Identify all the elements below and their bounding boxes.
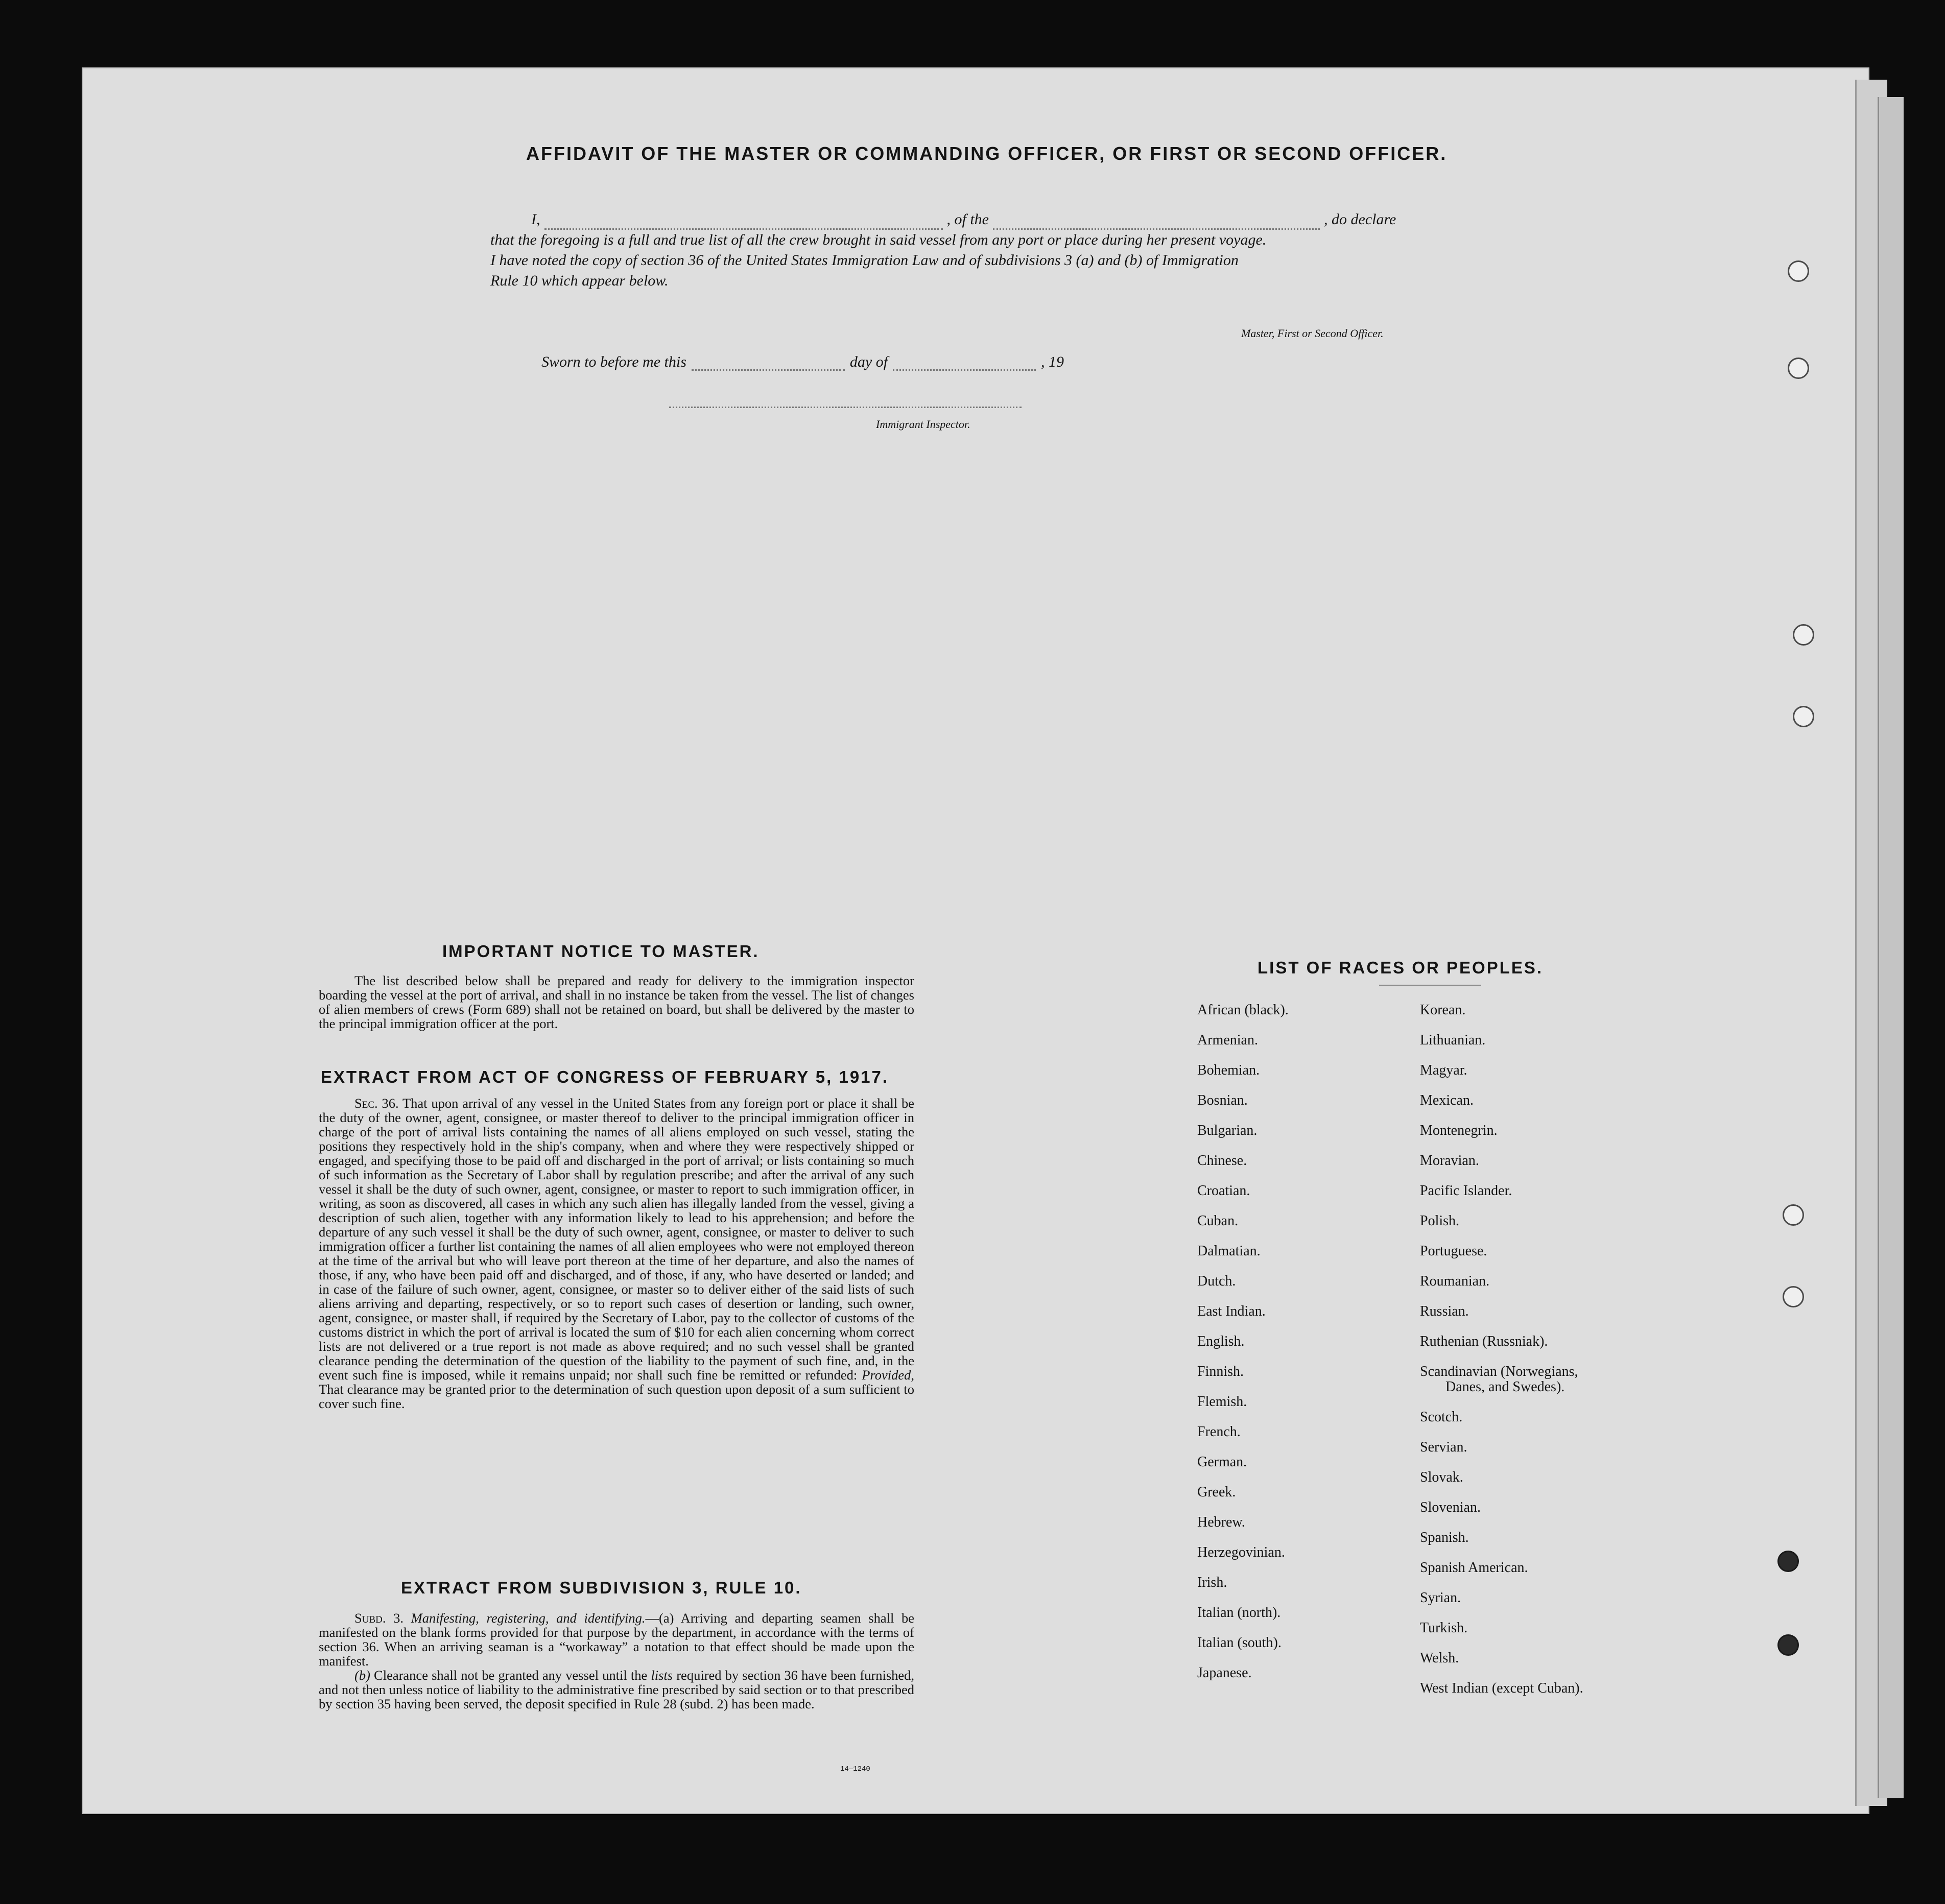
section-36-body: That upon arrival of any vessel in the United States from any foreign port or place it shall be the duty of the owner, agent, consignee, or master thereof to deliver to the principal immigration officer in charge of the port of arrival lists containing the names of all aliens employed on such vessel, stating the positions they respectively hold in the ship's company, when and where they were respectively shipped or engaged, and specifying those to be paid off and discharged in the port of arrival; or lists containing so much of such information as the Secretary of Labor shall by regulation prescribe; and after the arrival of any such vessel it shall be the duty of such owner, agent, consignee, or master to report to such immigration officer, in writing, as soon as discovered, all cases in which any such alien has illegally landed from the vessel, giving a description of such alien, together with any information likely to lead to his apprehension; and before the departure of any such vessel it shall be the duty of such owner, agent, consignee, or master to deliver to such immigration officer a further list containing the names of all alien employees who were not employed thereon at the time of the arrival but who will leave port thereon at the time of her departure, and also the names of those, if any, who have been paid off and discharged, and of those, if any, who have deserted or landed; and in case of the failure of such owner, agent, consignee, or master so to deliver either of the said lists of such aliens arriving and departing, respectively, or so to report such cases of desertion or landing, such owner, agent, consignee, or master shall, if required by the Secretary of Labor, pay to the collector of customs of the customs district in which the port of arrival is located the sum of $10 for each alien concerning whom correct lists are not delivered or a true report is not made as above required; and no such vessel shall be granted clearance pending the determination of the question of the liability to the payment of such fine, and, in the event such fine is imposed, while it remains unpaid; nor shall such fine be remitted or refunded: [319,1096,914,1383]
race-item: Montenegrin. [1420,1123,1498,1138]
race-item: Bulgarian. [1197,1123,1258,1138]
race-item: Italian (north). [1197,1605,1281,1621]
race-item: Slovenian. [1420,1500,1481,1515]
race-item: German. [1197,1454,1247,1470]
form-number: 14—1240 [840,1765,870,1773]
affidavit-line-2: that the foregoing is a full and true list of all the crew brought in said vessel from any port or place during her present voyage. [490,231,1267,248]
notice-title: IMPORTANT NOTICE TO MASTER. [442,942,760,961]
binder-hole [1793,706,1814,727]
races-title-rule [1379,985,1481,986]
race-item: Chinese. [1197,1153,1247,1169]
race-item: Danes, and Swedes). [1445,1379,1565,1395]
race-item: African (black). [1197,1002,1289,1018]
section-36-body-end: That clearance may be granted prior to the determination of such question upon deposit of a sum sufficient to cover such fine. [319,1382,914,1411]
affidavit-title: AFFIDAVIT OF THE MASTER OR COMMANDING OFFICER, OR FIRST OR SECOND OFFICER. [526,143,1448,164]
subd-label: Subd. 3. [354,1610,404,1626]
race-item: French. [1197,1424,1241,1440]
race-item: Spanish American. [1420,1560,1528,1576]
binder-hole [1777,1551,1799,1572]
race-item: Turkish. [1420,1620,1468,1636]
race-item: Cuban. [1197,1213,1239,1229]
race-item: Spanish. [1420,1530,1469,1545]
section-label: Sec. 36. [354,1096,399,1111]
race-item: East Indian. [1197,1303,1266,1319]
subdivision-para-a [319,1611,914,1668]
sheet-edge-back [1878,97,1904,1798]
sworn-line [541,353,1064,371]
provided-word: Provided, [862,1367,914,1383]
race-item: West Indian (except Cuban). [1420,1680,1583,1696]
subdivision-title: EXTRACT FROM SUBDIVISION 3, RULE 10. [401,1578,802,1597]
race-item: Italian (south). [1197,1635,1282,1651]
race-item: Hebrew. [1197,1514,1245,1530]
year-text: , 19 [1041,353,1064,370]
affidavit-text [490,209,1471,291]
race-item: Dutch. [1197,1273,1236,1289]
race-item: Bohemian. [1197,1062,1260,1078]
binder-hole [1793,624,1814,646]
notice-body: The list described below shall be prepared and ready for delivery to the immigration inspector boarding the vessel at the port of arrival, and shall in no instance be taken from the vessel. The list of changes of alien members of crews (Form 689) shall not be retained on board, but shall be delivered by the master to the principal immigration officer at the port. [319,973,914,1031]
binder-hole [1788,260,1809,282]
race-item: Greek. [1197,1484,1236,1500]
section-36-text [319,1096,914,1411]
race-item: Finnish. [1197,1364,1244,1379]
race-item: Irish. [1197,1575,1227,1590]
master-signature-label: Master, First or Second Officer. [1241,327,1384,340]
binder-hole [1788,358,1809,379]
binder-hole [1783,1286,1804,1307]
race-item: English. [1197,1334,1245,1349]
race-item: Armenian. [1197,1032,1258,1048]
race-item: Flemish. [1197,1394,1247,1410]
affidavit-line-1 [490,209,1471,230]
race-item: Ruthenian (Russniak). [1420,1334,1548,1349]
race-item: Pacific Islander. [1420,1183,1512,1199]
race-item: Welsh. [1420,1650,1459,1666]
act-title: EXTRACT FROM ACT OF CONGRESS OF FEBRUARY 5, 1917. [321,1067,889,1086]
race-item: Lithuanian. [1420,1032,1486,1048]
race-item: Dalmatian. [1197,1243,1261,1259]
race-item: Scotch. [1420,1409,1463,1425]
day-of-text: day of [849,353,888,370]
month-blank [893,369,1036,371]
race-item: Croatian. [1197,1183,1250,1199]
race-item: Magyar. [1420,1062,1467,1078]
subd-b-text-1: Clearance shall not be granted any vessel until the [374,1668,648,1683]
race-item: Bosnian. [1197,1092,1248,1108]
subd-b-text-2: required by section 36 have been furnished, and not then unless notice of liability to the administrative fine prescribed by said section or to that prescribed by section 35 having been served, the deposit specified in Rule 28 (subd. 2) has been made. [319,1668,915,1711]
subd-b-lists: lists [651,1668,673,1683]
race-item: Slovak. [1420,1469,1463,1485]
inspector-label: Immigrant Inspector. [876,418,970,431]
affidavit-line-3: I have noted the copy of section 36 of the United States Immigration Law and of subdivisions 3 (a) and (b) of Immigration [490,252,1239,269]
race-item: Russian. [1420,1303,1469,1319]
subd-heading: Manifesting, registering, and identifying. [411,1610,646,1626]
affidavit-of-the: , of the [946,211,989,228]
subdivision-text [319,1611,914,1711]
race-item: Japanese. [1197,1665,1252,1681]
sworn-text: Sworn to before me this [541,353,686,370]
binder-hole [1783,1204,1804,1226]
race-item: Polish. [1420,1213,1460,1229]
subd-b-label: (b) [354,1668,370,1683]
race-item: Mexican. [1420,1092,1474,1108]
race-item: Korean. [1420,1002,1466,1018]
subd-para-a-text: —(a) Arriving and departing seamen shall be manifested on the blank forms provided for that purpose by the department, in accordance with the terms of section 36. When an arriving seaman is a “workaway” a notation to that effect should be made upon the manifest. [319,1610,914,1669]
race-item: Scandinavian (Norwegians, [1420,1364,1578,1379]
race-item: Herzegovinian. [1197,1544,1285,1560]
races-title: LIST OF RACES OR PEOPLES. [1258,958,1544,977]
form-sheet [82,67,1869,1814]
race-item: Roumanian. [1420,1273,1490,1289]
inspector-signature-line [669,406,1022,408]
affidavit-i: I, [531,211,540,228]
race-item: Portuguese. [1420,1243,1487,1259]
race-item: Moravian. [1420,1153,1479,1169]
affidavit-line-4: Rule 10 which appear below. [490,272,669,289]
race-item: Syrian. [1420,1590,1461,1606]
binder-hole [1777,1634,1799,1656]
subdivision-para-b [319,1668,914,1711]
race-item: Servian. [1420,1439,1467,1455]
affidavit-declare: , do declare [1324,211,1396,228]
day-blank [692,369,845,371]
